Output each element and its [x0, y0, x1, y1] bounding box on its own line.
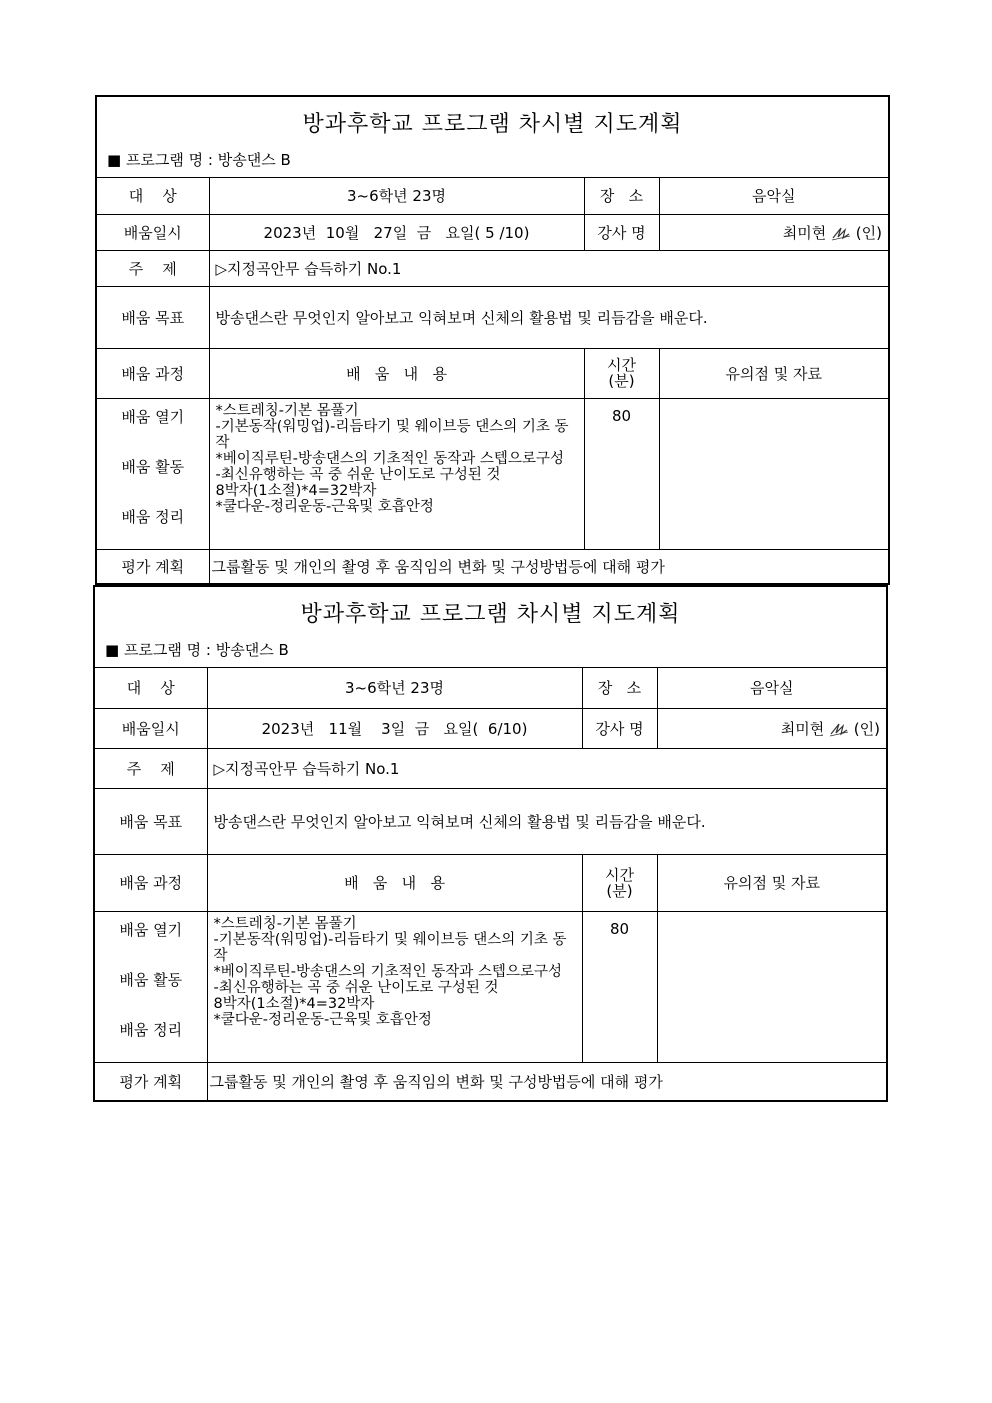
- plan-table: [95, 668, 886, 1100]
- stage-item: 배움 활동: [121, 457, 185, 476]
- time-value: 80: [584, 398, 659, 549]
- topic-value: ▷지정곡안무 습득하기 No.1: [209, 250, 888, 286]
- process-label: 배움 과정: [95, 854, 207, 911]
- stage-list: [95, 911, 207, 1062]
- place-label: 장 소: [582, 668, 657, 708]
- plan-table: [97, 178, 888, 583]
- time-header: 시간 (분): [584, 348, 659, 398]
- instructor-label: 강사 명: [582, 708, 657, 748]
- signature-icon: [829, 721, 849, 737]
- goal-value: 방송댄스란 무엇인지 알아보고 익혀보며 신체의 활용법 및 리듬감을 배운다.: [207, 788, 886, 854]
- place-label: 장 소: [584, 178, 659, 214]
- date-label: 배움일시: [97, 214, 209, 250]
- process-label: 배움 과정: [97, 348, 209, 398]
- notes-header: 유의점 및 자료: [659, 348, 888, 398]
- lesson-content: *스트레칭-기본 몸풀기 -기본동작(워밍업)-리듬타기 및 웨이브등 댄스의 기초 동작 *베이직루틴-방송댄스의 기초적인 동작과 스텝으로구성 -최신유행하는 곡 중 쉬운 난이도로 구성된 것 8박자(1소절)*4=32박자 *쿨다운-정리운동-근육및 호흡안정: [209, 398, 584, 549]
- signature-icon: [831, 225, 851, 241]
- plan-title: 방과후학교 프로그램 차시별 지도계획: [300, 602, 681, 627]
- instructor-seal: (인): [853, 719, 880, 738]
- target-label: 대 상: [97, 178, 209, 214]
- instructor-name: 최미현: [780, 719, 825, 738]
- date-value: 2023년 11월 3일 금 요일( 6/10): [207, 708, 582, 748]
- stage-item: 배움 정리: [121, 507, 185, 526]
- topic-label: 주 제: [97, 250, 209, 286]
- lesson-plan-2: [93, 585, 888, 1102]
- stage-item: 배움 열기: [121, 407, 185, 426]
- goal-value: 방송댄스란 무엇인지 알아보고 익혀보며 신체의 활용법 및 리듬감을 배운다.: [209, 286, 888, 348]
- instructor-label: 강사 명: [584, 214, 659, 250]
- target-label: 대 상: [95, 668, 207, 708]
- instructor-cell: [659, 214, 888, 250]
- stage-item: 배움 열기: [119, 920, 183, 939]
- topic-value: ▷지정곡안무 습득하기 No.1: [207, 748, 886, 788]
- target-value: 3~6학년 23명: [207, 668, 582, 708]
- time-value: 80: [582, 911, 657, 1062]
- program-name: ■ 프로그램 명 : 방송댄스 B: [95, 633, 886, 668]
- notes-header: 유의점 및 자료: [657, 854, 886, 911]
- eval-label: 평가 계획: [95, 1062, 207, 1100]
- place-value: 음악실: [659, 178, 888, 214]
- target-value: 3~6학년 23명: [209, 178, 584, 214]
- instructor-seal: (인): [855, 223, 882, 242]
- stage-item: 배움 활동: [119, 970, 183, 989]
- time-header: 시간 (분): [582, 854, 657, 911]
- eval-value: 그룹활동 및 개인의 촬영 후 움직임의 변화 및 구성방법등에 대해 평가: [207, 1062, 886, 1100]
- instructor-cell: [657, 708, 886, 748]
- program-name: ■ 프로그램 명 : 방송댄스 B: [97, 143, 888, 178]
- content-header: 배 움 내 용: [209, 348, 584, 398]
- lesson-plan-1: [95, 95, 890, 585]
- stage-list: [97, 398, 209, 549]
- notes-value: [657, 911, 886, 1062]
- topic-label: 주 제: [95, 748, 207, 788]
- eval-value: 그룹활동 및 개인의 촬영 후 움직임의 변화 및 구성방법등에 대해 평가: [209, 549, 888, 583]
- date-value: 2023년 10월 27일 금 요일( 5 /10): [209, 214, 584, 250]
- lesson-content: *스트레칭-기본 몸풀기 -기본동작(워밍업)-리듬타기 및 웨이브등 댄스의 기초 동작 *베이직루틴-방송댄스의 기초적인 동작과 스텝으로구성 -최신유행하는 곡 중 쉬운 난이도로 구성된 것 8박자(1소절)*4=32박자 *쿨다운-정리운동-근육및 호흡안정: [207, 911, 582, 1062]
- date-label: 배움일시: [95, 708, 207, 748]
- eval-label: 평가 계획: [97, 549, 209, 583]
- content-header: 배 움 내 용: [207, 854, 582, 911]
- goal-label: 배움 목표: [97, 286, 209, 348]
- notes-value: [659, 398, 888, 549]
- goal-label: 배움 목표: [95, 788, 207, 854]
- plan-title: 방과후학교 프로그램 차시별 지도계획: [302, 112, 683, 137]
- instructor-name: 최미현: [782, 223, 827, 242]
- stage-item: 배움 정리: [119, 1020, 183, 1039]
- place-value: 음악실: [657, 668, 886, 708]
